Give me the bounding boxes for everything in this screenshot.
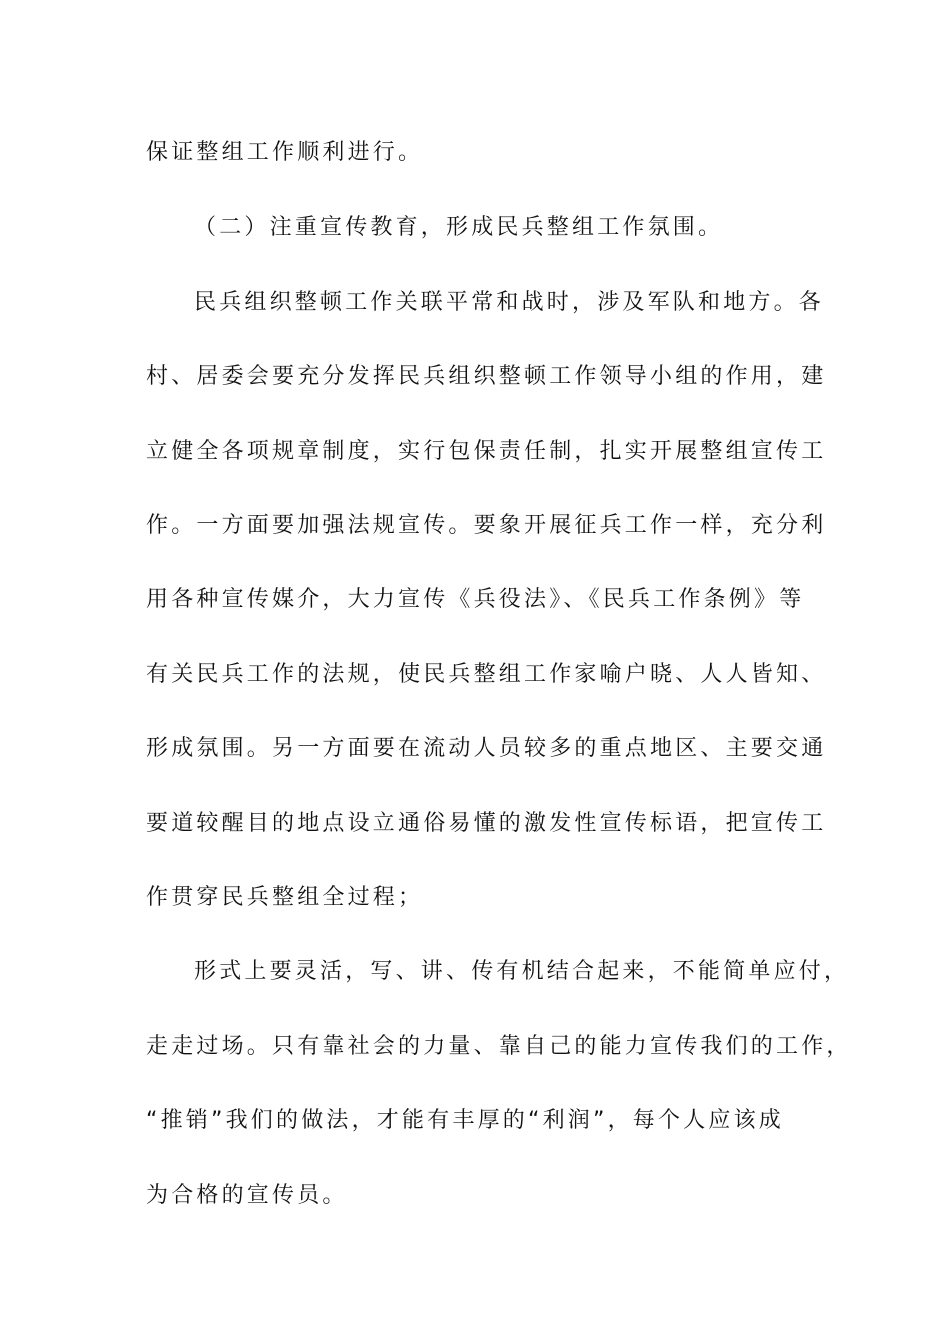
paragraph-line: 用各种宣传媒介，大力宣传《兵役法》、《民兵工作条例》等 — [146, 587, 805, 612]
paragraph-line: “推销”我们的做法，才能有丰厚的“利润”，每个人应该成 — [146, 1108, 784, 1133]
paragraph-line: 保证整组工作顺利进行。 — [146, 140, 424, 165]
paragraph-line: 村、居委会要充分发挥民兵组织整顿工作领导小组的作用，建 — [146, 364, 827, 389]
paragraph-line: 有关民兵工作的法规，使民兵整组工作家喻户晓、人人皆知、 — [146, 662, 827, 687]
paragraph-line: 为合格的宣传员。 — [146, 1183, 348, 1208]
section-heading: （二）注重宣传教育，形成民兵整组工作氛围。 — [194, 215, 724, 240]
paragraph-line: 作。一方面要加强法规宣传。要象开展征兵工作一样，充分利 — [146, 513, 827, 538]
paragraph-line: 形成氛围。另一方面要在流动人员较多的重点地区、主要交通 — [146, 736, 827, 761]
paragraph-line: 走走过场。只有靠社会的力量、靠自己的能力宣传我们的工作， — [146, 1034, 852, 1059]
paragraph-line: 形式上要灵活，写、讲、传有机结合起来，不能简单应付， — [194, 959, 850, 984]
paragraph-line: 立健全各项规章制度，实行包保责任制，扎实开展整组宣传工 — [146, 439, 827, 464]
paragraph-line: 要道较醒目的地点设立通俗易懂的激发性宣传标语，把宣传工 — [146, 811, 827, 836]
paragraph-line: 作贯穿民兵整组全过程； — [146, 885, 424, 910]
paragraph-line: 民兵组织整顿工作关联平常和战时，涉及军队和地方。各 — [194, 290, 825, 315]
